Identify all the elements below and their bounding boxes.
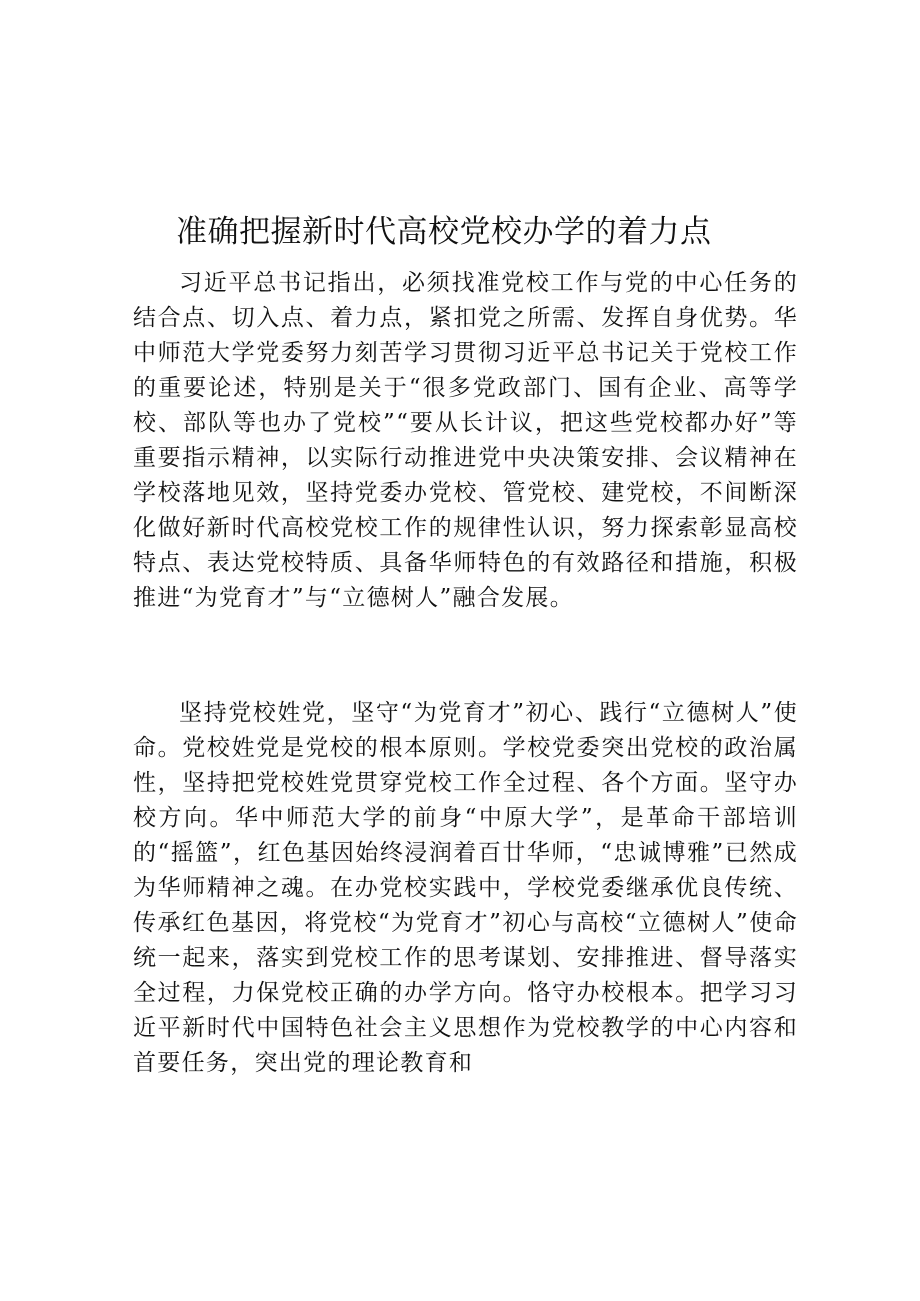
paragraph-party-school-principle: 坚持党校姓党，坚守“为党育才”初心、践行“立德树人”使命。党校姓党是党校的根本原则。学校党委突出党校的政治属性，坚持把党校姓党贯穿党校工作全过程、各个方面。坚守办校方向。华中师范大学的前身“中原大学”，是革命干部培训的“摇篮”，红色基因始终浸润着百廿华师，“忠诚博雅”已然成为华师精神之魂。在办党校实践中，学校党委继承优良传统、传承红色基因，将党校“为党育才”初心与高校“立德树人”使命统一起来，落实到党校工作的思考谋划、安排推进、督导落实全过程，力保党校正确的办学方向。恪守办校根本。把学习习近平新时代中国特色社会主义思想作为党校教学的中心内容和首要任务，突出党的理论教育和 xyxy=(133,700,798,1076)
document-title: 准确把握新时代高校党校办学的着力点 xyxy=(176,214,712,250)
paragraph-intro: 习近平总书记指出，必须找准党校工作与党的中心任务的结合点、切入点、着力点，紧扣党之所需、发挥自身优势。华中师范大学党委努力刻苦学习贯彻习近平总书记关于党校工作的重要论述，特别是关于“很多党政部门、国有企业、高等学校、部队等也办了党校”“要从长计议，把这些党校都办好”等重要指示精神，以实际行动推进党中央决策安排、会议精神在学校落地见效，坚持党委办党校、管党校、建党校，不间断深化做好新时代高校党校工作的规律性认识，努力探索彰显高校特点、表达党校特质、具备华师特色的有效路径和措施，积极推进“为党育才”与“立德树人”融合发展。 xyxy=(133,270,798,611)
